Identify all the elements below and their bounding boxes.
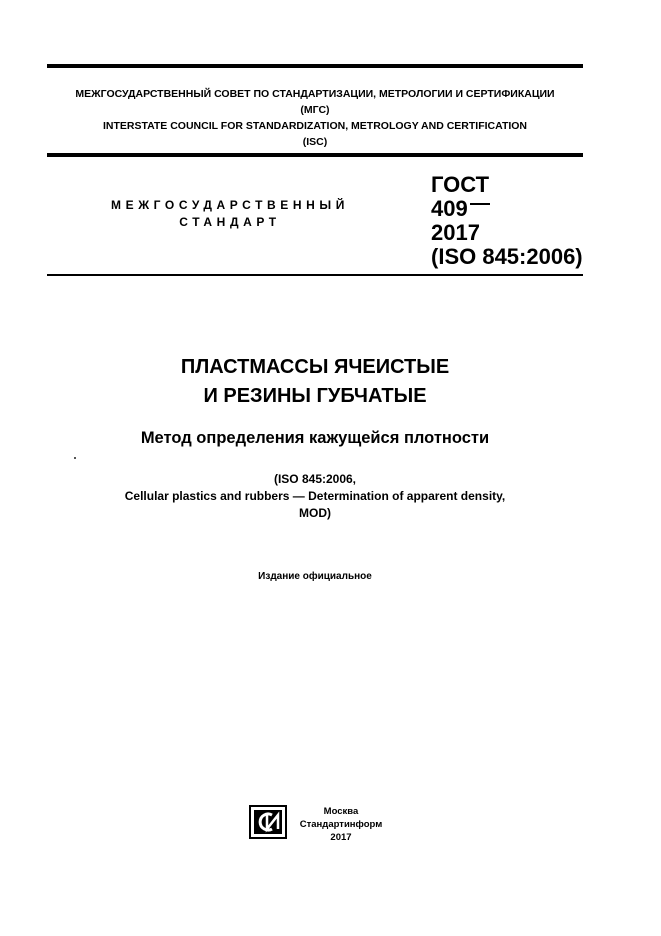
council-header — [47, 86, 583, 150]
council-ru-abbr: (МГС) — [300, 104, 330, 116]
gost-number-row — [431, 197, 583, 221]
publisher-block — [296, 805, 386, 844]
document-title — [40, 353, 590, 411]
council-en-abbr: (ISC) — [302, 136, 328, 148]
top-rule — [47, 64, 583, 68]
gost-label: ГОСТ — [431, 172, 490, 197]
publisher-city: Москва — [323, 806, 359, 817]
standard-type — [90, 197, 370, 231]
title-line1: ПЛАСТМАССЫ ЯЧЕИСТЫЕ — [180, 356, 450, 378]
gost-dash — [470, 203, 490, 205]
iso-reference-block — [40, 471, 590, 522]
middle-rule — [47, 153, 583, 157]
edition-label: Издание официальное — [258, 571, 372, 582]
document-subtitle: Метод определения кажущейся плотности — [140, 429, 490, 447]
gost-number: 409 — [431, 196, 468, 221]
standard-type-line1: МЕЖГОСУДАРСТВЕННЫЙ — [111, 198, 349, 212]
gost-designation — [431, 173, 583, 269]
gost-iso-ref: (ISO 845:2006) — [431, 244, 583, 269]
publisher-name: Стандартинформ — [299, 819, 383, 830]
council-en-name: INTERSTATE COUNCIL FOR STANDARDIZATION, METROLOGY AND CERTIFICATION — [102, 120, 528, 132]
title-line2: И РЕЗИНЫ ГУБЧАТЫЕ — [203, 385, 427, 407]
publisher-year: 2017 — [330, 832, 352, 843]
standartinform-logo-icon — [249, 805, 287, 839]
bottom-rule — [47, 274, 583, 276]
iso-line1: (ISO 845:2006, — [273, 472, 357, 486]
standard-type-line2: СТАНДАРТ — [179, 215, 281, 229]
council-ru-name: МЕЖГОСУДАРСТВЕННЫЙ СОВЕТ ПО СТАНДАРТИЗАЦИИ, МЕТРОЛОГИИ И СЕРТИФИКАЦИИ — [75, 88, 555, 100]
iso-line3: MOD) — [299, 506, 331, 520]
stray-dot — [74, 457, 76, 459]
iso-line2: Cellular plastics and rubbers — Determination of apparent density, — [124, 489, 506, 503]
gost-year: 2017 — [431, 220, 480, 245]
